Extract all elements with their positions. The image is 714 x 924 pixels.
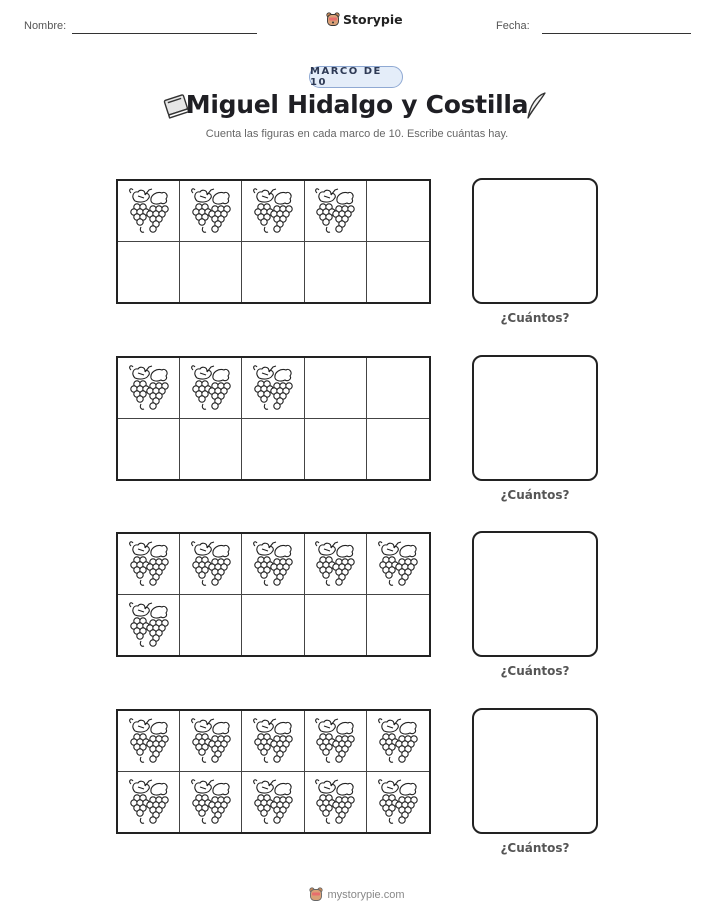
answer-label: ¿Cuántos?: [500, 311, 570, 325]
footer-url[interactable]: mystorypie.com: [327, 888, 405, 901]
name-line[interactable]: [72, 33, 257, 34]
ten-frame-cell: [305, 242, 367, 303]
ten-frame-cell: [305, 358, 367, 419]
ten-frame-cell: [180, 181, 242, 242]
ten-frame-cell: [367, 358, 429, 419]
grapes-icon: [376, 540, 420, 588]
ten-frame-cell: [180, 772, 242, 833]
ten-frame-cell: [180, 595, 242, 656]
grapes-icon: [376, 778, 420, 826]
quill-icon: [524, 90, 550, 122]
grapes-icon: [127, 187, 171, 235]
grapes-icon: [127, 540, 171, 588]
bear-mascot-icon: [326, 12, 340, 27]
grapes-icon: [189, 778, 233, 826]
ten-frame-cell: [367, 419, 429, 480]
bear-mascot-icon: [309, 887, 323, 902]
grapes-icon: [313, 717, 357, 765]
ten-frame-cell: [242, 711, 304, 772]
ten-frame-cell: [180, 711, 242, 772]
ten-frame: [116, 179, 431, 304]
grapes-icon: [313, 540, 357, 588]
grapes-icon: [127, 364, 171, 412]
ten-frame-cell: [367, 181, 429, 242]
name-label: Nombre:: [24, 20, 67, 32]
grapes-icon: [251, 187, 295, 235]
ten-frame-cell: [180, 419, 242, 480]
ten-frame-cell: [367, 534, 429, 595]
grapes-icon: [189, 187, 233, 235]
grapes-icon: [313, 778, 357, 826]
ten-frame-cell: [180, 534, 242, 595]
grapes-icon: [127, 778, 171, 826]
page-title: Miguel Hidalgo y Costilla: [185, 90, 529, 119]
ten-frame-cell: [242, 242, 304, 303]
ten-frame-cell: [367, 711, 429, 772]
ten-frame-cell: [118, 242, 180, 303]
grapes-icon: [251, 778, 295, 826]
worksheet-type-badge: MARCO DE 10: [309, 66, 403, 88]
ten-frame-cell: [367, 595, 429, 656]
grapes-icon: [127, 717, 171, 765]
ten-frame-cell: [118, 534, 180, 595]
ten-frame-cell: [305, 181, 367, 242]
grapes-icon: [251, 540, 295, 588]
ten-frame-cell: [242, 358, 304, 419]
grapes-icon: [313, 187, 357, 235]
answer-label: ¿Cuántos?: [500, 488, 570, 502]
answer-box[interactable]: [472, 355, 598, 481]
brand-logo: [326, 12, 403, 27]
instructions: Cuenta las figuras en cada marco de 10. Escribe cuántas hay.: [205, 128, 509, 140]
grapes-icon: [127, 601, 171, 649]
ten-frame: [116, 532, 431, 657]
ten-frame-cell: [305, 595, 367, 656]
ten-frame-cell: [367, 242, 429, 303]
answer-label: ¿Cuántos?: [500, 664, 570, 678]
grapes-icon: [189, 364, 233, 412]
answer-box[interactable]: [472, 531, 598, 657]
ten-frame-cell: [305, 711, 367, 772]
ten-frame: [116, 356, 431, 481]
ten-frame-cell: [305, 772, 367, 833]
grapes-icon: [251, 717, 295, 765]
brand-name: Storypie: [343, 12, 403, 27]
ten-frame-cell: [242, 419, 304, 480]
ten-frame-cell: [305, 534, 367, 595]
ten-frame-cell: [118, 358, 180, 419]
grapes-icon: [189, 540, 233, 588]
ten-frame-cell: [242, 595, 304, 656]
ten-frame-cell: [180, 358, 242, 419]
answer-box[interactable]: [472, 708, 598, 834]
ten-frame-cell: [118, 419, 180, 480]
answer-box[interactable]: [472, 178, 598, 304]
ten-frame-cell: [118, 181, 180, 242]
ten-frame-cell: [305, 419, 367, 480]
date-label: Fecha:: [496, 20, 530, 32]
grapes-icon: [189, 717, 233, 765]
ten-frame-cell: [180, 242, 242, 303]
ten-frame-cell: [242, 181, 304, 242]
answer-label: ¿Cuántos?: [500, 841, 570, 855]
ten-frame: [116, 709, 431, 834]
date-line[interactable]: [542, 33, 691, 34]
ten-frame-cell: [118, 772, 180, 833]
ten-frame-cell: [242, 772, 304, 833]
footer: [0, 887, 714, 902]
ten-frame-cell: [242, 534, 304, 595]
grapes-icon: [376, 717, 420, 765]
ten-frame-cell: [118, 595, 180, 656]
ten-frame-cell: [118, 711, 180, 772]
grapes-icon: [251, 364, 295, 412]
ten-frame-cell: [367, 772, 429, 833]
